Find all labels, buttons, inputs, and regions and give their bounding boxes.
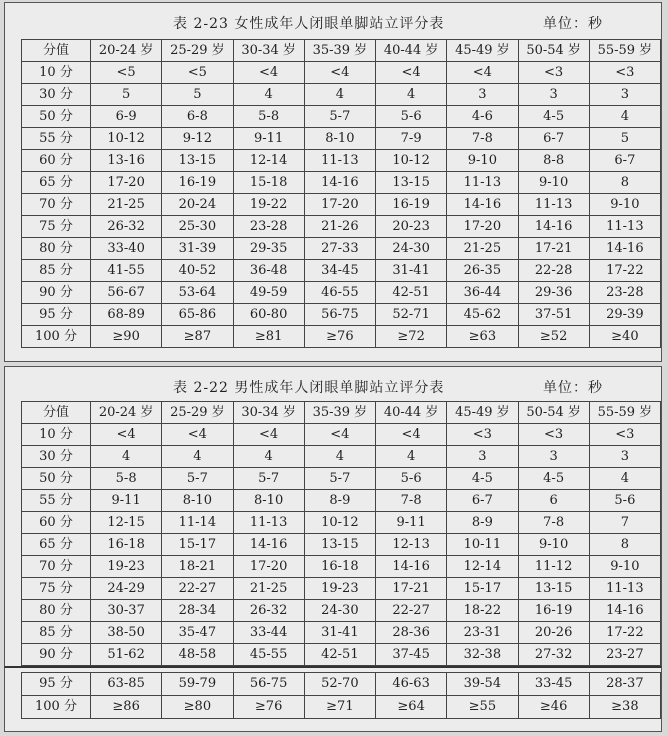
time-range-cell: 6-8 [162,106,233,128]
time-range-cell: 16-19 [162,172,233,194]
header-age-group: 45-49 岁 [447,402,518,424]
time-range-cell: 10-12 [91,128,162,150]
male-table-caption [5,367,661,401]
time-range-cell: <3 [589,424,660,446]
time-range-cell: 4 [91,446,162,468]
time-range-cell: 21-25 [233,578,304,600]
score-cell: 75 分 [22,578,91,600]
table-row [22,644,661,666]
time-range-cell: 4 [304,446,375,468]
time-range-cell: 38-50 [91,622,162,644]
time-range-cell: 4-6 [447,106,518,128]
time-range-cell: 40-52 [162,260,233,282]
time-range-cell: 11-12 [518,556,589,578]
time-range-cell: 9-10 [518,534,589,556]
time-range-cell: 7-8 [518,512,589,534]
time-range-cell: 36-44 [447,282,518,304]
time-range-cell: <4 [233,62,304,84]
time-range-cell: 4 [589,106,660,128]
time-range-cell: 14-16 [447,194,518,216]
time-range-cell: 6 [518,490,589,512]
time-range-cell: 63-85 [91,673,162,696]
time-range-cell: 17-20 [447,216,518,238]
time-range-cell: ≥90 [91,326,162,348]
table-row [22,172,661,194]
time-range-cell: <4 [376,62,447,84]
table-row [22,696,661,719]
time-range-cell: 39-54 [447,673,518,696]
score-cell: 100 分 [22,326,91,348]
time-range-cell: 5 [589,128,660,150]
female-table-unit: 单位：秒 [543,16,603,32]
time-range-cell: 9-11 [91,490,162,512]
time-range-cell: 17-20 [233,556,304,578]
time-range-cell: 7-8 [376,490,447,512]
table-row [22,326,661,348]
time-range-cell: 7-8 [447,128,518,150]
time-range-cell: 30-37 [91,600,162,622]
score-cell: 10 分 [22,424,91,446]
time-range-cell: 15-17 [162,534,233,556]
time-range-cell: 3 [447,446,518,468]
time-range-cell: 5 [91,84,162,106]
time-range-cell: 4 [376,84,447,106]
time-range-cell: 29-39 [589,304,660,326]
time-range-cell: ≥81 [233,326,304,348]
female-table-title: 表 2-23 女性成年人闭眼单脚站立评分表 [173,16,445,32]
time-range-cell: 45-62 [447,304,518,326]
time-range-cell: 33-40 [91,238,162,260]
time-range-cell: 13-15 [376,172,447,194]
time-range-cell: 42-51 [376,282,447,304]
time-range-cell: 17-22 [589,260,660,282]
time-range-cell: 14-16 [304,172,375,194]
table-row [22,468,661,490]
time-range-cell: 12-14 [447,556,518,578]
time-range-cell: 27-33 [304,238,375,260]
time-range-cell: ≥46 [518,696,589,719]
score-cell: 80 分 [22,238,91,260]
time-range-cell: 3 [447,84,518,106]
time-range-cell: 4 [162,446,233,468]
score-cell: 50 分 [22,106,91,128]
time-range-cell: 22-28 [518,260,589,282]
score-cell: 90 分 [22,644,91,666]
time-range-cell: 15-18 [233,172,304,194]
score-cell: 60 分 [22,512,91,534]
time-range-cell: 48-58 [162,644,233,666]
score-cell: 75 分 [22,216,91,238]
score-cell: 30 分 [22,446,91,468]
time-range-cell: 8-8 [518,150,589,172]
time-range-cell: 20-26 [518,622,589,644]
table-row [22,260,661,282]
header-age-group: 25-29 岁 [162,40,233,62]
time-range-cell: 5-6 [376,106,447,128]
table-row [22,216,661,238]
time-range-cell: 11-13 [589,216,660,238]
time-range-cell: 53-64 [162,282,233,304]
time-range-cell: 65-86 [162,304,233,326]
time-range-cell: <4 [91,424,162,446]
time-range-cell: 33-44 [233,622,304,644]
time-range-cell: 14-16 [233,534,304,556]
header-age-group: 30-34 岁 [233,402,304,424]
score-cell: 65 分 [22,172,91,194]
time-range-cell: 68-89 [91,304,162,326]
time-range-cell: 52-71 [376,304,447,326]
time-range-cell: 13-16 [91,150,162,172]
time-range-cell: 21-26 [304,216,375,238]
male-score-table-continued [21,672,661,719]
time-range-cell: ≥87 [162,326,233,348]
header-score: 分值 [22,40,91,62]
male-score-panel-continued [4,666,662,732]
time-range-cell: 8-10 [304,128,375,150]
time-range-cell: <4 [447,62,518,84]
time-range-cell: 36-48 [233,260,304,282]
time-range-cell: 13-15 [162,150,233,172]
time-range-cell: 56-75 [233,673,304,696]
header-score: 分值 [22,402,91,424]
time-range-cell: 26-32 [91,216,162,238]
time-range-cell: 16-18 [304,556,375,578]
score-cell: 70 分 [22,194,91,216]
time-range-cell: 28-34 [162,600,233,622]
time-range-cell: 5-7 [304,468,375,490]
table-row [22,304,661,326]
time-range-cell: 4 [589,468,660,490]
time-range-cell: 45-55 [233,644,304,666]
time-range-cell: ≥76 [304,326,375,348]
time-range-cell: 33-45 [518,673,589,696]
time-range-cell: 11-14 [162,512,233,534]
time-range-cell: ≥86 [91,696,162,719]
time-range-cell: 9-12 [162,128,233,150]
time-range-cell: <4 [304,424,375,446]
table-row [22,446,661,468]
time-range-cell: <5 [162,62,233,84]
female-score-panel [4,2,662,362]
score-cell: 55 分 [22,128,91,150]
time-range-cell: <4 [376,424,447,446]
time-range-cell: 46-55 [304,282,375,304]
time-range-cell: 49-59 [233,282,304,304]
time-range-cell: <3 [447,424,518,446]
time-range-cell: 9-10 [518,172,589,194]
time-range-cell: 14-16 [518,216,589,238]
time-range-cell: 7-9 [376,128,447,150]
table-row [22,578,661,600]
table-row [22,490,661,512]
time-range-cell: 37-51 [518,304,589,326]
time-range-cell: 9-10 [589,194,660,216]
score-cell: 65 分 [22,534,91,556]
time-range-cell: <4 [304,62,375,84]
header-age-group: 35-39 岁 [304,402,375,424]
time-range-cell: 17-22 [589,622,660,644]
time-range-cell: 19-22 [233,194,304,216]
score-cell: 70 分 [22,556,91,578]
time-range-cell: ≥40 [589,326,660,348]
time-range-cell: 4 [376,446,447,468]
time-range-cell: 10-12 [304,512,375,534]
female-score-table [21,39,661,348]
male-table-unit: 单位：秒 [543,380,603,396]
time-range-cell: 46-63 [376,673,447,696]
score-cell: 55 分 [22,490,91,512]
time-range-cell: 19-23 [91,556,162,578]
time-range-cell: 3 [518,84,589,106]
time-range-cell: 37-45 [376,644,447,666]
time-range-cell: 5-7 [304,106,375,128]
time-range-cell: 56-75 [304,304,375,326]
time-range-cell: 16-18 [91,534,162,556]
time-range-cell: <5 [91,62,162,84]
time-range-cell: 4 [304,84,375,106]
time-range-cell: <4 [162,424,233,446]
time-range-cell: 8 [589,534,660,556]
time-range-cell: 8-9 [304,490,375,512]
time-range-cell: 24-30 [304,600,375,622]
time-range-cell: 6-9 [91,106,162,128]
time-range-cell: 16-19 [518,600,589,622]
time-range-cell: 35-47 [162,622,233,644]
time-range-cell: 17-20 [91,172,162,194]
table-row [22,194,661,216]
time-range-cell: 6-7 [447,490,518,512]
time-range-cell: 4 [233,446,304,468]
male-table-title: 表 2-22 男性成年人闭眼单脚站立评分表 [173,380,445,396]
time-range-cell: 21-25 [91,194,162,216]
time-range-cell: 13-15 [304,534,375,556]
table-row [22,512,661,534]
time-range-cell: 23-31 [447,622,518,644]
time-range-cell: 52-70 [304,673,375,696]
time-range-cell: ≥72 [376,326,447,348]
time-range-cell: 3 [589,84,660,106]
time-range-cell: 5-6 [376,468,447,490]
time-range-cell: 31-39 [162,238,233,260]
time-range-cell: <3 [518,62,589,84]
time-range-cell: 4-5 [518,468,589,490]
time-range-cell: 5-7 [162,468,233,490]
time-range-cell: 14-16 [589,600,660,622]
time-range-cell: 59-79 [162,673,233,696]
time-range-cell: 27-32 [518,644,589,666]
time-range-cell: 6-7 [518,128,589,150]
time-range-cell: 19-23 [304,578,375,600]
time-range-cell: 17-21 [518,238,589,260]
female-table-caption [5,3,661,37]
time-range-cell: 5 [162,84,233,106]
table-row [22,62,661,84]
time-range-cell: 20-23 [376,216,447,238]
time-range-cell: ≥80 [162,696,233,719]
time-range-cell: 23-27 [589,644,660,666]
time-range-cell: 10-11 [447,534,518,556]
table-row [22,534,661,556]
table-row [22,238,661,260]
time-range-cell: 18-22 [447,600,518,622]
time-range-cell: 11-13 [304,150,375,172]
header-age-group: 55-59 岁 [589,40,660,62]
time-range-cell: 60-80 [233,304,304,326]
score-cell: 50 分 [22,468,91,490]
table-row [22,106,661,128]
table-row [22,556,661,578]
time-range-cell: 34-45 [304,260,375,282]
score-cell: 80 分 [22,600,91,622]
time-range-cell: ≥38 [589,696,660,719]
time-range-cell: 4-5 [447,468,518,490]
header-age-group: 45-49 岁 [447,40,518,62]
table-row [22,424,661,446]
time-range-cell: 31-41 [304,622,375,644]
time-range-cell: 24-29 [91,578,162,600]
table-row [22,150,661,172]
time-range-cell: 17-21 [376,578,447,600]
time-range-cell: 4-5 [518,106,589,128]
time-range-cell: 11-13 [589,578,660,600]
score-cell: 95 分 [22,304,91,326]
score-cell: 30 分 [22,84,91,106]
time-range-cell: 23-28 [589,282,660,304]
table-row [22,128,661,150]
time-range-cell: 26-35 [447,260,518,282]
time-range-cell: 4 [233,84,304,106]
time-range-cell: 25-30 [162,216,233,238]
time-range-cell: 3 [589,446,660,468]
table-row [22,282,661,304]
header-age-group: 20-24 岁 [91,40,162,62]
time-range-cell: 11-13 [447,172,518,194]
time-range-cell: 12-14 [233,150,304,172]
time-range-cell: <4 [233,424,304,446]
time-range-cell: ≥64 [376,696,447,719]
time-range-cell: 41-55 [91,260,162,282]
time-range-cell: 3 [518,446,589,468]
header-age-group: 25-29 岁 [162,402,233,424]
time-range-cell: 26-32 [233,600,304,622]
header-age-group: 50-54 岁 [518,40,589,62]
header-age-group: 20-24 岁 [91,402,162,424]
time-range-cell: 9-10 [589,556,660,578]
time-range-cell: 51-62 [91,644,162,666]
time-range-cell: 8-10 [162,490,233,512]
score-cell: 90 分 [22,282,91,304]
score-cell: 100 分 [22,696,91,719]
time-range-cell: 5-8 [233,106,304,128]
time-range-cell: 6-7 [589,150,660,172]
time-range-cell: 9-11 [376,512,447,534]
header-age-group: 40-44 岁 [376,40,447,62]
time-range-cell: 22-27 [376,600,447,622]
time-range-cell: 21-25 [447,238,518,260]
male-score-panel [4,366,662,666]
header-age-group: 50-54 岁 [518,402,589,424]
time-range-cell: 29-35 [233,238,304,260]
time-range-cell: ≥55 [447,696,518,719]
time-range-cell: 14-16 [376,556,447,578]
time-range-cell: 9-10 [447,150,518,172]
time-range-cell: 5-7 [233,468,304,490]
time-range-cell: 18-21 [162,556,233,578]
score-cell: 10 分 [22,62,91,84]
time-range-cell: ≥71 [304,696,375,719]
time-range-cell: 11-13 [518,194,589,216]
time-range-cell: 11-13 [233,512,304,534]
time-range-cell: 13-15 [518,578,589,600]
time-range-cell: 12-13 [376,534,447,556]
time-range-cell: 31-41 [376,260,447,282]
table-row [22,600,661,622]
time-range-cell: 28-36 [376,622,447,644]
time-range-cell: 20-24 [162,194,233,216]
time-range-cell: 12-15 [91,512,162,534]
time-range-cell: ≥52 [518,326,589,348]
time-range-cell: 8 [589,172,660,194]
header-row [22,402,661,424]
time-range-cell: 7 [589,512,660,534]
score-cell: 60 分 [22,150,91,172]
table-row [22,622,661,644]
header-age-group: 35-39 岁 [304,40,375,62]
score-cell: 85 分 [22,260,91,282]
time-range-cell: 23-28 [233,216,304,238]
table-row [22,84,661,106]
time-range-cell: ≥63 [447,326,518,348]
header-age-group: 55-59 岁 [589,402,660,424]
header-age-group: 30-34 岁 [233,40,304,62]
time-range-cell: 8-9 [447,512,518,534]
time-range-cell: 22-27 [162,578,233,600]
time-range-cell: 16-19 [376,194,447,216]
time-range-cell: 29-36 [518,282,589,304]
header-age-group: 40-44 岁 [376,402,447,424]
score-cell: 95 分 [22,673,91,696]
time-range-cell: 15-17 [447,578,518,600]
time-range-cell: 24-30 [376,238,447,260]
time-range-cell: 5-8 [91,468,162,490]
time-range-cell: <3 [589,62,660,84]
time-range-cell: 10-12 [376,150,447,172]
table-row [22,673,661,696]
time-range-cell: 28-37 [589,673,660,696]
time-range-cell: 17-20 [304,194,375,216]
time-range-cell: 42-51 [304,644,375,666]
time-range-cell: 8-10 [233,490,304,512]
time-range-cell: 56-67 [91,282,162,304]
time-range-cell: ≥76 [233,696,304,719]
time-range-cell: 14-16 [589,238,660,260]
time-range-cell: 32-38 [447,644,518,666]
header-row [22,40,661,62]
time-range-cell: <3 [518,424,589,446]
male-score-table [21,401,661,666]
score-cell: 85 分 [22,622,91,644]
time-range-cell: 9-11 [233,128,304,150]
time-range-cell: 5-6 [589,490,660,512]
